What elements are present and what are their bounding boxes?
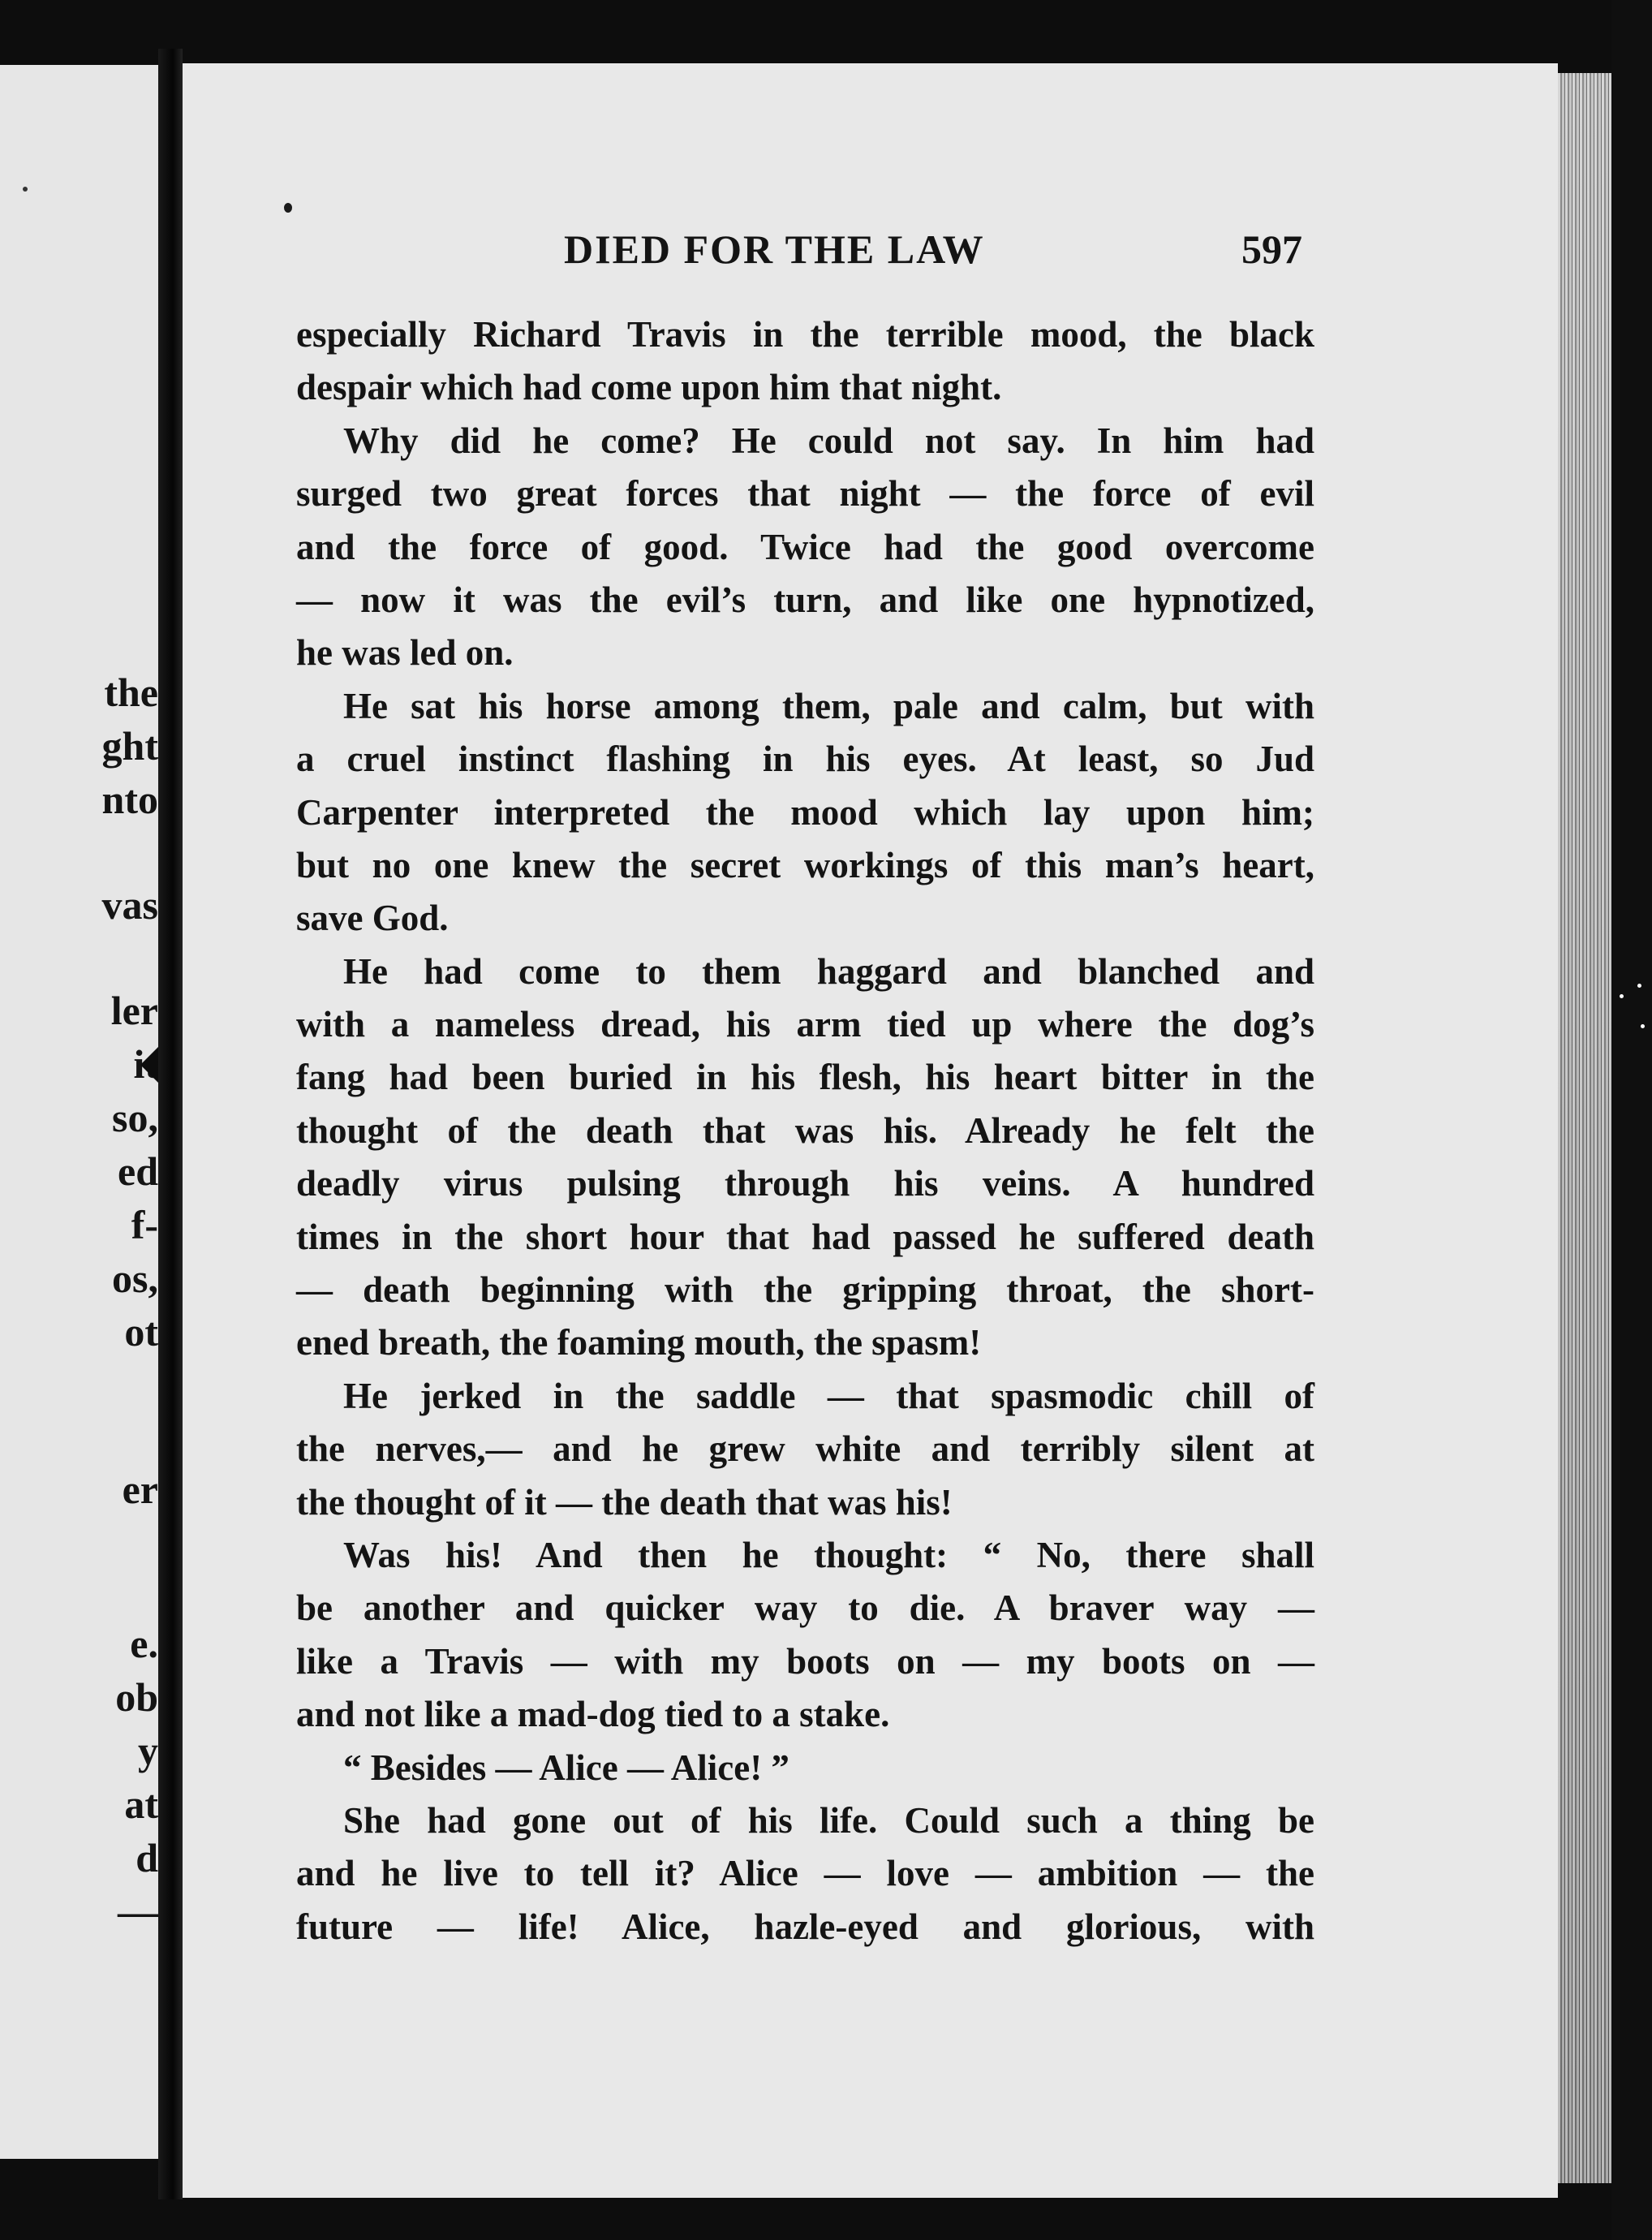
page-notch: [140, 1047, 158, 1083]
ink-mark: [284, 203, 292, 213]
running-head: [183, 226, 1558, 282]
text-line: He had come to them haggard and blanched and: [343, 950, 1314, 992]
speck: [1620, 994, 1624, 998]
body-text: [296, 308, 1314, 1954]
text-line: but no one knew the secret workings of this man’s heart,: [296, 844, 1314, 885]
text-line: deadly virus pulsing through his veins. A hundred: [296, 1163, 1314, 1204]
left-page-fragment: d: [136, 1835, 158, 1880]
text-line: — now it was the evil’s turn, and like one hypnotized,: [296, 579, 1314, 620]
left-page-fragment: ed: [118, 1148, 158, 1194]
text-line: and he live to tell it? Alice — love — ambition — the: [296, 1853, 1314, 1894]
text-line: ened breath, the foaming mouth, the spasm!: [296, 1322, 982, 1363]
text-line: and not like a mad-dog tied to a stake.: [296, 1694, 890, 1735]
text-line: “ Besides — Alice — Alice! ”: [343, 1747, 789, 1788]
text-line: the thought of it — the death that was his!: [296, 1481, 953, 1523]
text-line: and the force of good. Twice had the good overcome: [296, 526, 1314, 567]
text-line: with a nameless dread, his arm tied up where the dog’s: [296, 1004, 1314, 1045]
left-page-fragment: er: [122, 1467, 158, 1512]
speck: [1637, 984, 1641, 988]
text-line: a cruel instinct flashing in his eyes. At least, so Jud: [296, 739, 1314, 780]
running-title: DIED FOR THE LAW: [564, 226, 985, 272]
left-page-fragment: at: [124, 1781, 158, 1827]
text-line: times in the short hour that had passed he suffered death: [296, 1216, 1314, 1257]
speck: [1641, 1024, 1645, 1028]
text-line: He jerked in the saddle — that spasmodic chill of: [343, 1375, 1314, 1416]
left-page-fragment: f-: [131, 1202, 158, 1247]
book-gutter: [158, 49, 183, 2199]
left-page-fragment: ob: [115, 1674, 158, 1720]
text-line: She had gone out of his life. Could such a thing be: [343, 1799, 1314, 1841]
page-number: 597: [1241, 226, 1302, 272]
left-page-fragment: the: [104, 670, 158, 715]
text-line: thought of the death that was his. Already he felt the: [296, 1109, 1314, 1151]
left-page-fragment: ght: [101, 723, 158, 769]
ink-speck: [23, 187, 28, 192]
left-page-fragment: ler: [110, 988, 158, 1033]
text-line: Was his! And then he thought: “ No, there shall: [343, 1534, 1314, 1575]
text-line: especially Richard Travis in the terrible mood, the black: [296, 314, 1314, 355]
text-line: Why did he come? He could not say. In him had: [343, 420, 1314, 461]
text-line: like a Travis — with my boots on — my boots on —: [296, 1640, 1314, 1682]
facing-page-left: [0, 65, 158, 2159]
left-page-fragment: it: [133, 1041, 158, 1087]
left-page-fragment: e.: [130, 1621, 158, 1666]
text-line: — death beginning with the gripping throat, the short-: [296, 1269, 1314, 1311]
left-page-fragment: so,: [112, 1095, 158, 1140]
text-line: despair which had come upon him that night.: [296, 367, 1002, 408]
text-line: fang had been buried in his flesh, his heart bitter in the: [296, 1057, 1314, 1098]
page-edges: [1558, 73, 1611, 2183]
left-page-fragment: nto: [101, 777, 158, 822]
text-line: be another and quicker way to die. A braver way —: [296, 1587, 1314, 1629]
text-line: future — life! Alice, hazle-eyed and glorious, with: [296, 1906, 1314, 1947]
left-page-fragment: vas: [101, 882, 158, 928]
text-line: save God.: [296, 898, 449, 939]
text-line: the nerves,— and he grew white and terribly silent at: [296, 1428, 1314, 1470]
text-line: Carpenter interpreted the mood which lay upon him;: [296, 791, 1314, 833]
text-line: He sat his horse among them, pale and calm, but with: [343, 685, 1314, 726]
left-page-fragment: y: [138, 1728, 158, 1773]
left-page-fragment: os,: [112, 1256, 158, 1301]
left-page-fragment: ot: [124, 1309, 158, 1355]
scan-background-right: [1611, 0, 1652, 2240]
left-page-fragment: —: [118, 1889, 158, 1934]
text-line: he was led on.: [296, 632, 514, 674]
text-line: surged two great forces that night — the force of evil: [296, 473, 1314, 515]
